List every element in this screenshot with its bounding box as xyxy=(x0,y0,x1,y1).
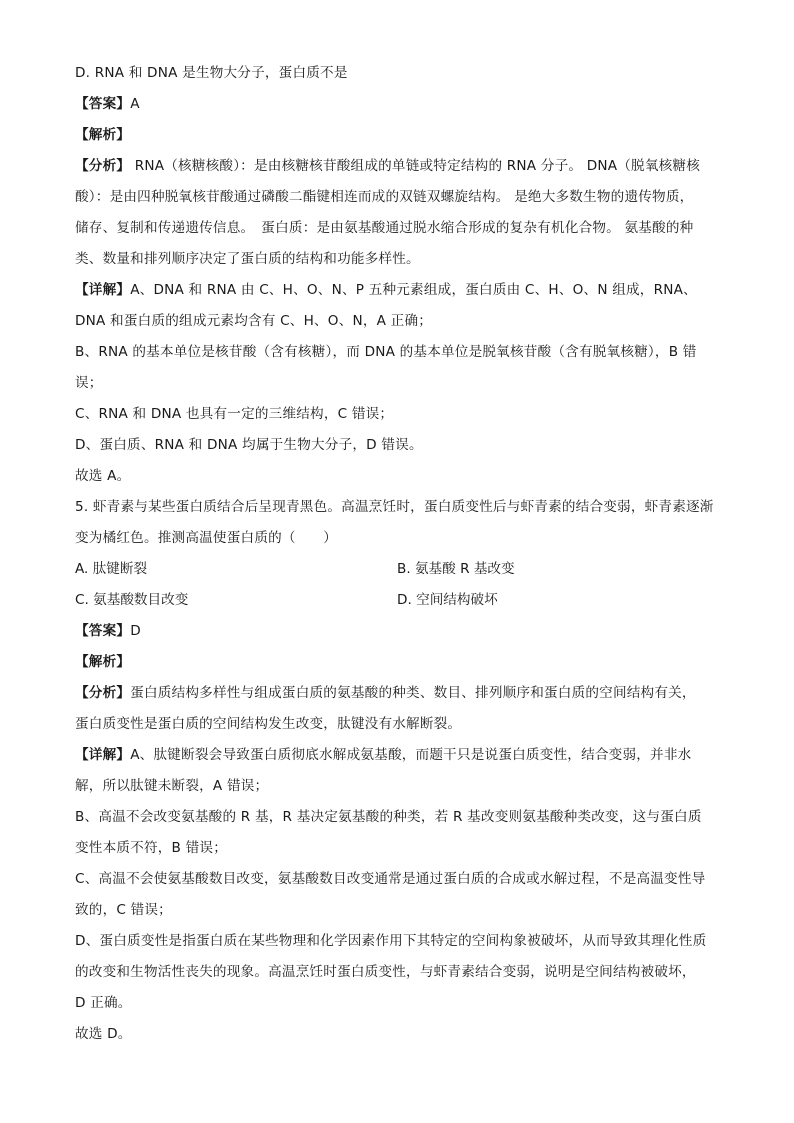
fenxi-label: 【分析】 xyxy=(75,158,131,174)
q4-option-d: D. RNA 和 DNA 是生物大分子，蛋白质不是 xyxy=(75,65,348,81)
analysis-label: 【解析】 xyxy=(75,654,131,670)
q4-fenxi-line: 类、数量和排列顺序决定了蛋白质的结构和功能多样性。 xyxy=(75,251,420,267)
q5-fenxi-line: 蛋白质变性是蛋白质的空间结构发生改变，肽键没有水解断裂。 xyxy=(75,716,462,732)
q5-xiangjie-line: 变性本质不符，B 错误； xyxy=(75,840,227,856)
q5-analysis-heading xyxy=(75,647,734,678)
answer-value: A xyxy=(130,96,140,112)
q4-answer xyxy=(75,89,734,120)
answer-label: 【答案】 xyxy=(75,623,131,639)
q4-analysis-heading xyxy=(75,120,734,151)
q4-xiangjie-line: 误； xyxy=(75,375,103,391)
q5-stem-line: 变为橘红色。推测高温使蛋白质的（ ） xyxy=(75,530,338,546)
paragraph-text: 蛋白质结构多样性与组成蛋白质的氨基酸的种类、数目、排列顺序和蛋白质的空间结构有关， xyxy=(130,685,696,701)
paragraph-text: RNA（核糖核酸）：是由核糖核苷酸组成的单链或特定结构的 RNA 分子。 DNA（脱氧核糖核 xyxy=(130,158,701,174)
q4-xiangjie-line: DNA 和蛋白质的组成元素均含有 C、H、O、N，A 正确； xyxy=(75,313,433,329)
analysis-label: 【解析】 xyxy=(75,127,131,143)
q4-conclusion: 故选 A。 xyxy=(75,468,131,484)
q5-xiangjie-line: B、高温不会改变氨基酸的 R 基，R 基决定氨基酸的种类，若 R 基改变则氨基酸种类改变，这与蛋白质 xyxy=(75,809,702,825)
q4-xiangjie-line xyxy=(75,275,734,306)
q5-option-c: C. 氨基酸数目改变 xyxy=(75,592,189,608)
q5-xiangjie-line: 的改变和生物活性丧失的现象。高温烹饪时蛋白质变性，与虾青素结合变弱，说明是空间结构被破坏， xyxy=(75,964,696,980)
q5-answer xyxy=(75,616,734,647)
q4-xiangjie-line: D、蛋白质、RNA 和 DNA 均属于生物大分子，D 错误。 xyxy=(75,437,423,453)
q5-xiangjie-line: D 正确。 xyxy=(75,995,132,1011)
fenxi-label: 【分析】 xyxy=(75,685,131,701)
xiangjie-label: 【详解】 xyxy=(75,282,131,298)
paragraph-text: A、DNA 和 RNA 由 C、H、O、N、P 五种元素组成，蛋白质由 C、H、O、N 组成，RNA、 xyxy=(130,282,697,298)
q5-xiangjie-line: C、高温不会使氨基酸数目改变，氨基酸数目改变通常是通过蛋白质的合成或水解过程，不是高温变性导 xyxy=(75,871,706,887)
q4-fenxi-line: 储存、复制和传递遗传信息。 蛋白质：是由氨基酸通过脱水缩合形成的复杂有机化合物。 氨基酸的种 xyxy=(75,220,694,236)
xiangjie-label: 【详解】 xyxy=(75,747,131,763)
q4-xiangjie-line: B、RNA 的基本单位是核苷酸（含有核糖），而 DNA 的基本单位是脱氧核苷酸（含有脱氧核糖），B 错 xyxy=(75,344,697,360)
q5-stem-line: 5. 虾青素与某些蛋白质结合后呈现青黑色。高温烹饪时，蛋白质变性后与虾青素的结合变弱，虾青素逐渐 xyxy=(75,499,714,515)
q5-option-b: B. 氨基酸 R 基改变 xyxy=(397,561,515,577)
paragraph-text: A、肽键断裂会导致蛋白质彻底水解成氨基酸，而题干只是说蛋白质变性，结合变弱，并非水 xyxy=(130,747,692,763)
q5-xiangjie-line: D、蛋白质变性是指蛋白质在某些物理和化学因素作用下其特定的空间构象被破坏，从而导致其理化性质 xyxy=(75,933,707,949)
q5-options-row-2 xyxy=(75,585,734,616)
q5-option-a: A. 肽键断裂 xyxy=(75,561,148,577)
q4-fenxi-line xyxy=(75,151,734,182)
q5-xiangjie-line xyxy=(75,740,734,771)
q5-xiangjie-line: 解，所以肽键未断裂，A 错误； xyxy=(75,778,269,794)
q5-fenxi-line xyxy=(75,678,734,709)
q5-options-row-1 xyxy=(75,554,734,585)
q5-conclusion: 故选 D。 xyxy=(75,1026,132,1042)
q4-xiangjie-line: C、RNA 和 DNA 也具有一定的三维结构，C 错误； xyxy=(75,406,394,422)
answer-label: 【答案】 xyxy=(75,96,131,112)
q5-option-d: D. 空间结构破坏 xyxy=(397,592,498,608)
q4-fenxi-line: 酸）：是由四种脱氧核苷酸通过磷酸二酯键相连而成的双链双螺旋结构。 是绝大多数生物的遗传物质， xyxy=(75,189,694,205)
q5-xiangjie-line: 致的，C 错误； xyxy=(75,902,172,918)
answer-value: D xyxy=(130,623,141,639)
